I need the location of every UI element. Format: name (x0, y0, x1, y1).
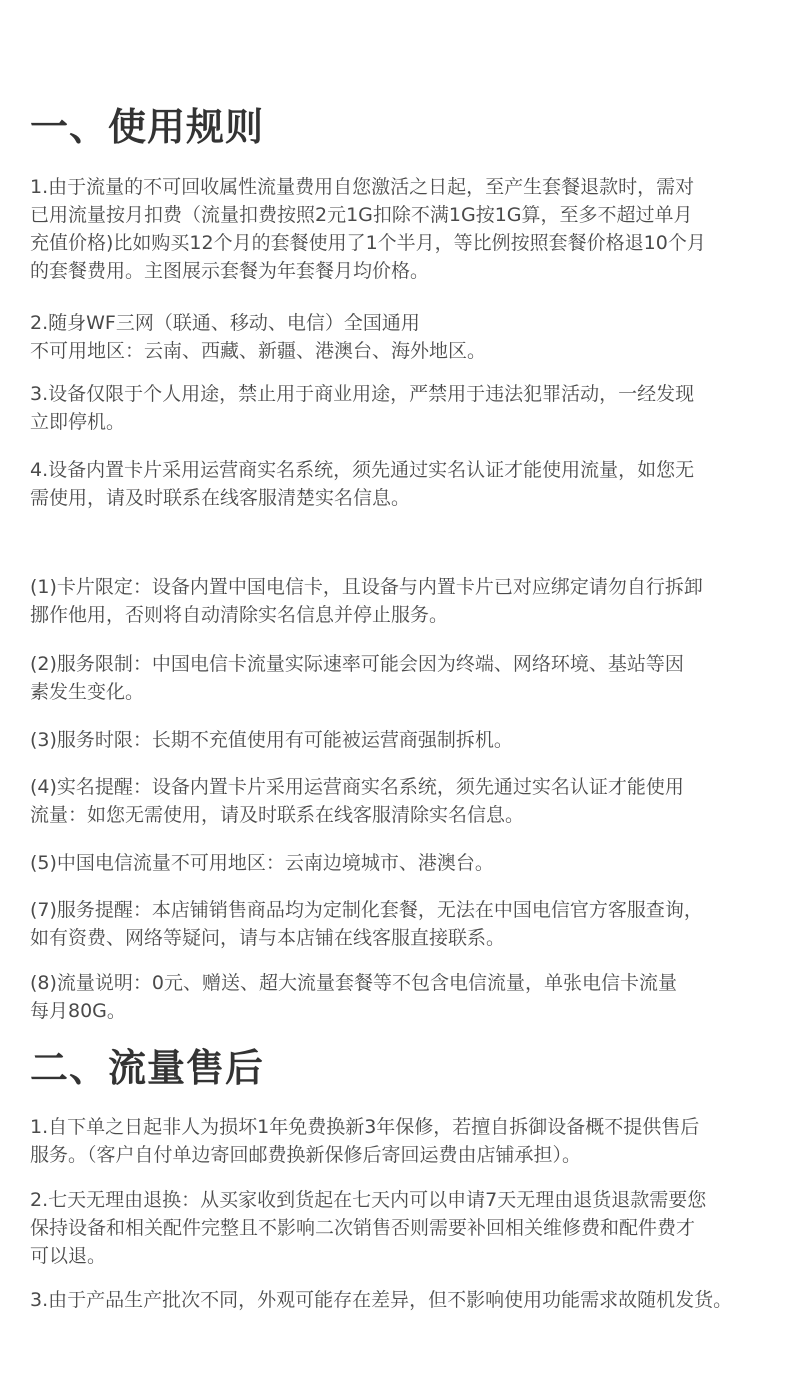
text-line: 需使用，请及时联系在线客服清楚实名信息。 (30, 487, 411, 509)
text-line: 可以退。 (30, 1245, 107, 1267)
aftersales-paragraph-2 (30, 1186, 765, 1270)
section-title-after-sales: 二、流量售后 (30, 1046, 265, 1090)
text-line: 2.七天无理由退换：从买家收到货起在七天内可以申请7天无理由退货退款需要您 (30, 1189, 707, 1211)
text-line: 3.设备仅限于个人用途，禁止用于商业用途，严禁用于违法犯罪活动，一经发现 (30, 383, 695, 405)
note-data-description (30, 969, 765, 1025)
text-line: 每月80G。 (30, 1000, 126, 1022)
rule-paragraph-4 (30, 456, 765, 512)
text-line: 保持设备和相关配件完整且不影响二次销售否则需要补回相关维修费和配件费才 (30, 1217, 696, 1239)
text-line: 服务。（客户自付单边寄回邮费换新保修后寄回运费由店铺承担）。 (30, 1144, 582, 1166)
text-line: (3)服务时限：长期不充值使用有可能被运营商强制拆机。 (30, 729, 513, 751)
text-line: 1.由于流量的不可回收属性流量费用自您激活之日起，至产生套餐退款时，需对 (30, 176, 695, 198)
text-line: 不可用地区：云南、西藏、新疆、港澳台、海外地区。 (30, 340, 487, 362)
text-line: 素发生变化。 (30, 681, 145, 703)
section-title-usage-rules: 一、使用规则 (30, 105, 265, 149)
text-line: 立即停机。 (30, 411, 126, 433)
text-line: 3.由于产品生产批次不同，外观可能存在差异，但不影响使用功能需求故随机发货。 (30, 1289, 733, 1311)
text-line: 1.自下单之日起非人为损坏1年免费换新3年保修，若擅自拆御设备概不提供售后 (30, 1116, 700, 1138)
note-service-reminder (30, 896, 765, 952)
aftersales-paragraph-3 (30, 1286, 765, 1314)
text-line: 的套餐费用。主图展示套餐为年套餐月均价格。 (30, 260, 430, 282)
text-line: (4)实名提醒：设备内置卡片采用运营商实名系统，须先通过实名认证才能使用 (30, 776, 684, 798)
text-line: (8)流量说明：0元、赠送、超大流量套餐等不包含电信流量，单张电信卡流量 (30, 972, 678, 994)
note-realname-reminder (30, 773, 765, 829)
note-service-term (30, 726, 765, 754)
text-line: (1)卡片限定：设备内置中国电信卡，且设备与内置卡片已对应绑定请勿自行拆卸 (30, 576, 703, 598)
rule-paragraph-1 (30, 173, 765, 285)
text-line: 2.随身WF三网（联通、移动、电信）全国通用 (30, 312, 420, 334)
text-line: 4.设备内置卡片采用运营商实名系统，须先通过实名认证才能使用流量，如您无 (30, 459, 695, 481)
text-line: 挪作他用，否则将自动清除实名信息并停止服务。 (30, 604, 449, 626)
rule-paragraph-3 (30, 380, 765, 436)
text-line: (2)服务限制：中国电信卡流量实际速率可能会因为终端、网络环境、基站等因 (30, 653, 684, 675)
note-unavailable-regions (30, 849, 765, 877)
text-line: 流量：如您无需使用，请及时联系在线客服清除实名信息。 (30, 804, 525, 826)
text-line: 已用流量按月扣费（流量扣费按照2元1G扣除不满1G按1G算，至多不超过单月 (30, 204, 693, 226)
text-line: 充值价格)比如购买12个月的套餐使用了1个半月，等比例按照套餐价格退10个月 (30, 232, 706, 254)
note-service-limit (30, 650, 765, 706)
note-card-limit (30, 573, 765, 629)
text-line: 如有资费、网络等疑问，请与本店铺在线客服直接联系。 (30, 927, 506, 949)
rule-paragraph-2 (30, 309, 765, 365)
text-line: (7)服务提醒：本店铺销售商品均为定制化套餐，无法在中国电信官方客服查询， (30, 899, 703, 921)
aftersales-paragraph-1 (30, 1113, 765, 1169)
text-line: (5)中国电信流量不可用地区：云南边境城市、港澳台。 (30, 852, 494, 874)
